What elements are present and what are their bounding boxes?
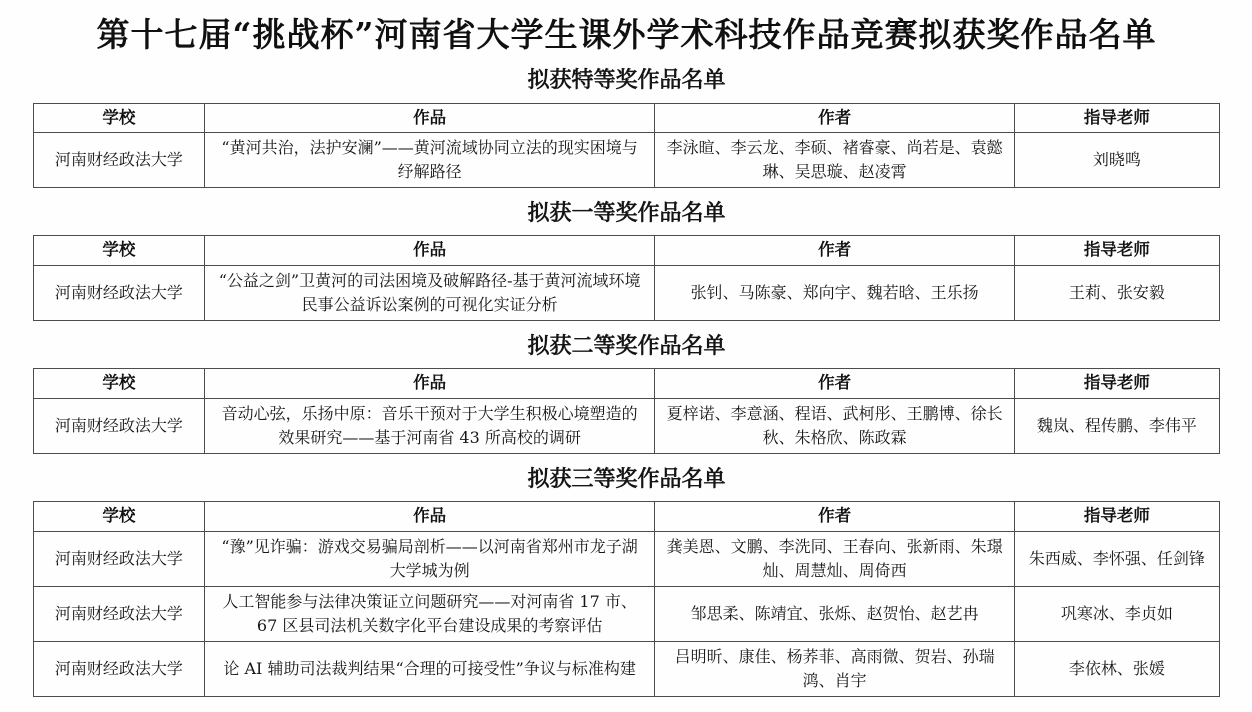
column-header-school: 学校	[34, 369, 205, 399]
column-header-advisor: 指导老师	[1014, 369, 1219, 399]
table-row	[34, 586, 1220, 641]
cell-advisors: 朱西威、李怀强、任剑锋	[1014, 531, 1219, 586]
cell-school: 河南财经政法大学	[34, 531, 205, 586]
cell-advisors: 巩寒冰、李贞如	[1014, 586, 1219, 641]
cell-school: 河南财经政法大学	[34, 641, 205, 696]
cell-work: “豫”见诈骗：游戏交易骗局剖析——以河南省郑州市龙子湖大学城为例	[204, 531, 655, 586]
column-header-authors: 作者	[655, 103, 1014, 133]
cell-authors: 吕明昕、康佳、杨荞菲、高雨微、贺岩、孙瑞鸿、肖宇	[655, 641, 1014, 696]
column-header-advisor: 指导老师	[1014, 103, 1219, 133]
cell-work: 音动心弦，乐扬中原：音乐干预对于大学生积极心境塑造的效果研究——基于河南省 43 所高校的调研	[204, 399, 655, 454]
cell-advisors: 李依林、张媛	[1014, 641, 1219, 696]
section-heading-special-prize: 拟获特等奖作品名单	[527, 68, 726, 94]
column-header-authors: 作者	[655, 502, 1014, 532]
column-header-work: 作品	[204, 236, 655, 266]
cell-advisors: 刘晓鸣	[1014, 133, 1219, 188]
cell-work: “公益之剑”卫黄河的司法困境及破解路径-基于黄河流域环境民事公益诉讼案例的可视化实证分析	[204, 266, 655, 321]
column-header-work: 作品	[204, 369, 655, 399]
table-row	[34, 641, 1220, 696]
awards-table-third-prize	[33, 501, 1220, 697]
cell-advisors: 王莉、张安毅	[1014, 266, 1219, 321]
table-row	[34, 266, 1220, 321]
cell-authors: 邹思柔、陈靖宜、张烁、赵贺怡、赵艺冉	[655, 586, 1014, 641]
section-heading-first-prize: 拟获一等奖作品名单	[527, 201, 726, 227]
table-header-row	[34, 236, 1220, 266]
cell-school: 河南财经政法大学	[34, 399, 205, 454]
section-heading-third-prize: 拟获三等奖作品名单	[527, 467, 726, 493]
column-header-authors: 作者	[655, 236, 1014, 266]
column-header-authors: 作者	[655, 369, 1014, 399]
table-header-row	[34, 369, 1220, 399]
cell-work: 论 AI 辅助司法裁判结果“合理的可接受性”争议与标准构建	[204, 641, 655, 696]
cell-authors: 夏梓诺、李意涵、程语、武柯彤、王鹏博、徐长秋、朱格欣、陈政霖	[655, 399, 1014, 454]
cell-authors: 李泳暄、李云龙、李硕、褚睿豪、尚若是、袁懿琳、吴思璇、赵凌霄	[655, 133, 1014, 188]
page-title: 第十七届“挑战杯”河南省大学生课外学术科技作品竞赛拟获奖作品名单	[96, 15, 1157, 54]
table-row	[34, 531, 1220, 586]
cell-authors: 龚美恩、文鹏、李洗同、王春向、张新雨、朱璟灿、周慧灿、周倚西	[655, 531, 1014, 586]
column-header-school: 学校	[34, 502, 205, 532]
cell-work: “黄河共治，法护安澜”——黄河流域协同立法的现实困境与纾解路径	[204, 133, 655, 188]
cell-school: 河南财经政法大学	[34, 133, 205, 188]
table-row	[34, 399, 1220, 454]
column-header-advisor: 指导老师	[1014, 502, 1219, 532]
column-header-work: 作品	[204, 502, 655, 532]
column-header-school: 学校	[34, 236, 205, 266]
section-heading-second-prize: 拟获二等奖作品名单	[527, 334, 726, 360]
table-row	[34, 133, 1220, 188]
cell-school: 河南财经政法大学	[34, 266, 205, 321]
awards-table-first-prize	[33, 235, 1220, 321]
cell-school: 河南财经政法大学	[34, 586, 205, 641]
awards-table-second-prize	[33, 368, 1220, 454]
table-header-row	[34, 103, 1220, 133]
cell-advisors: 魏岚、程传鹏、李伟平	[1014, 399, 1219, 454]
table-header-row	[34, 502, 1220, 532]
cell-work: 人工智能参与法律决策证立问题研究——对河南省 17 市、67 区县司法机关数字化平台建设成果的考察评估	[204, 586, 655, 641]
column-header-advisor: 指导老师	[1014, 236, 1219, 266]
column-header-work: 作品	[204, 103, 655, 133]
cell-authors: 张钊、马陈豪、郑向宇、魏若晗、王乐扬	[655, 266, 1014, 321]
awards-table-special-prize	[33, 103, 1220, 189]
column-header-school: 学校	[34, 103, 205, 133]
